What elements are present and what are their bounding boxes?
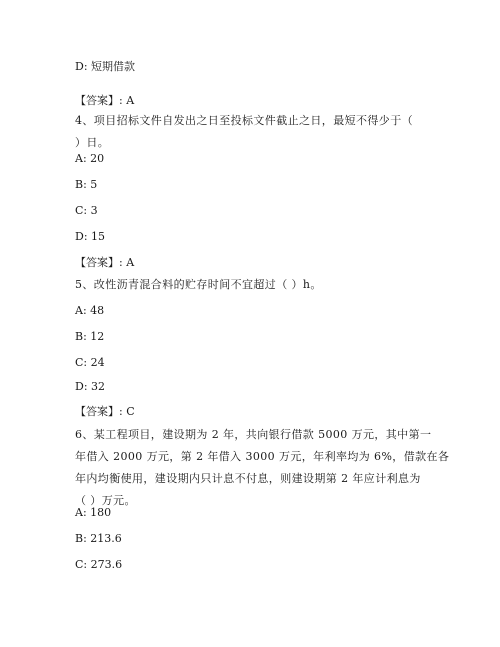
question-stem xyxy=(75,424,450,512)
question-stem xyxy=(75,110,425,154)
answer: 【答案】: A xyxy=(75,94,135,107)
question-stem-line: ）日。 xyxy=(75,136,110,149)
answer: 【答案】: A xyxy=(75,256,135,269)
question-stem xyxy=(75,274,425,296)
answer: 【答案】: C xyxy=(75,405,135,418)
option-a: A: 180 xyxy=(75,506,112,519)
option-c: C: 24 xyxy=(75,356,105,369)
question-stem-line: 4、项目招标文件自发出之日至投标文件截止之日，最短不得少于（ xyxy=(75,114,413,127)
option-b: B: 12 xyxy=(75,330,105,343)
option-b: B: 213.6 xyxy=(75,532,122,545)
option-d: D: 15 xyxy=(75,230,106,243)
option-d: D: 短期借款 xyxy=(75,60,136,73)
question-stem-line: 6、某工程项目，建设期为 2 年，共向银行借款 5000 万元，其中第一 xyxy=(75,428,432,441)
question-stem-line: 年内均衡使用，建设期内只计息不付息，则建设期第 2 年应计利息为 xyxy=(75,472,421,485)
question-stem-line: 年借入 2000 万元，第 2 年借入 3000 万元，年利率均为 6%，借款在各 xyxy=(75,450,450,463)
question-stem-line: （ ）万元。 xyxy=(75,494,136,507)
question-stem-line: 5、改性沥青混合料的贮存时间不宜超过（ ）h。 xyxy=(75,278,322,291)
option-b: B: 5 xyxy=(75,178,98,191)
option-a: A: 48 xyxy=(75,304,105,317)
option-c: C: 3 xyxy=(75,204,98,217)
option-c: C: 273.6 xyxy=(75,558,123,571)
option-d: D: 32 xyxy=(75,380,106,393)
option-a: A: 20 xyxy=(75,152,105,165)
